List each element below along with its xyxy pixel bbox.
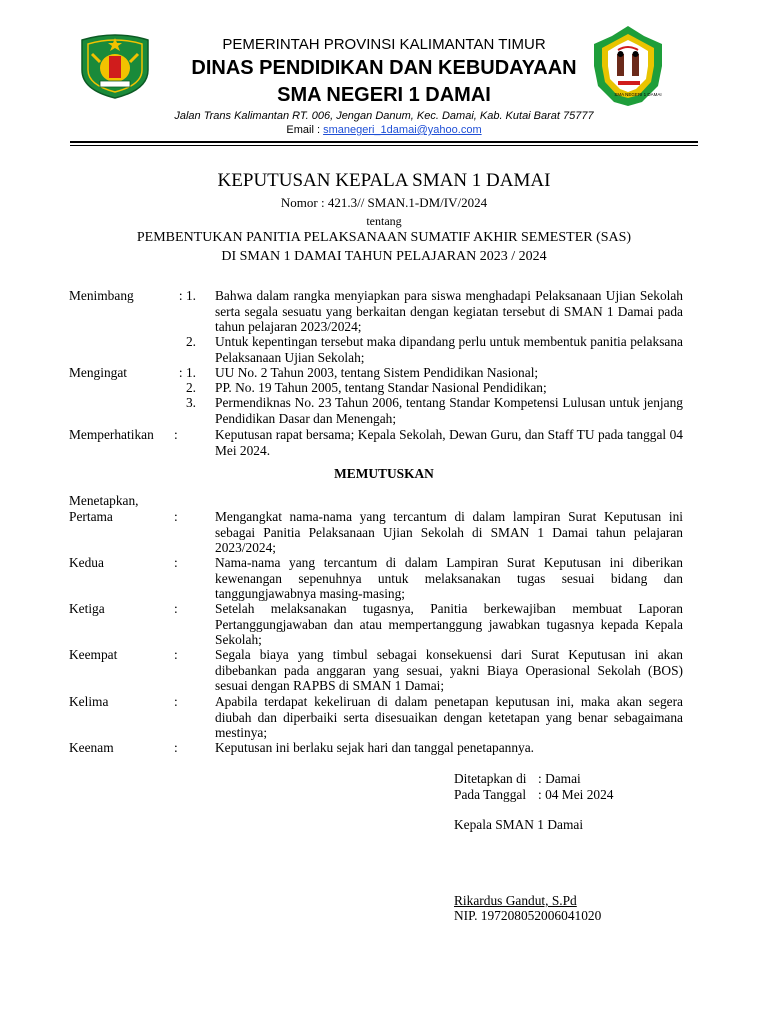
decision-text-pertama: Mengangkat nama-nama yang tercantum di dalam lampiran Surat Keputusan ini sebagai Panitia Pelaksanaan Ujian Sekolah di SMAN 1 Damai tahun pelajaran 2023/2024; [215,509,683,555]
decree-subject-line2: DI SMAN 1 DAMAI TAHUN PELAJARAN 2023 / 2024 [221,249,547,264]
mengingat-num-2: 2. [185,380,196,395]
memperhatikan-text: Keputusan rapat bersama; Kepala Sekolah, Dewan Guru, dan Staff TU pada tanggal 04 Mei 2024. [215,427,683,458]
decision-colon: : [174,694,178,709]
signature-place-value: : Damai [538,771,581,786]
signature-nip: NIP. 197208052006041020 [454,908,602,923]
mengingat-text-3: Permendiknas No. 23 Tahun 2006, tentang Standar Kompetensi Lulusan untuk jenjang Pendidikan Dasar dan Menengah; [215,395,683,426]
decision-text-kedua: Nama-nama yang tercantum di dalam Lampiran Surat Keputusan ini diberikan kewenangan sepenuhnya untuk melaksanakan tugas sesuai bidang dan tanggungjawabnya masing-masing; [215,555,683,601]
decision-label-pertama: Pertama [69,509,113,524]
signature-date-label: Pada Tanggal [454,787,527,802]
decision-label-ketiga: Ketiga [69,601,105,616]
letterhead-rule-thick [70,141,698,143]
memutuskan-heading: MEMUTUSKAN [334,466,434,481]
letterhead-agency: DINAS PENDIDIKAN DAN KEBUDAYAAN [191,57,577,79]
decision-colon: : [174,555,178,570]
signature-date-value: : 04 Mei 2024 [538,787,614,802]
signature-place-label: Ditetapkan di [454,771,527,786]
decree-title: KEPUTUSAN KEPALA SMAN 1 DAMAI [217,170,551,191]
menimbang-text-1: Bahwa dalam rangka menyiapkan para siswa menghadapi Pelaksanaan Ujian Sekolah serta segala sesuatu yang berkaitan dengan kegiatan tersebut di SMAN 1 Damai pada tahun pelajaran 2023/2024; [215,288,683,334]
memperhatikan-colon: : [174,427,178,442]
mengingat-label: Mengingat [69,365,128,380]
menimbang-label: Menimbang [69,288,134,303]
decision-text-keempat: Segala biaya yang timbul sebagai konsekuensi dari Surat Keputusan ini akan dibebankan pada anggaran yang sesuai, yakni Biaya Operasional Sekolah (BOS) sesuai dengan RAPBS di SMAN 1 Damai; [215,647,683,693]
menetapkan-label: Menetapkan, [69,493,139,508]
decision-label-keenam: Keenam [69,740,114,755]
letterhead-school-name: SMA NEGERI 1 DAMAI [277,84,491,106]
decision-text-kelima: Apabila terdapat kekeliruan di dalam penetapan keputusan ini, maka akan segera diubah dan diperbaiki serta disesuaikan dengan ketetapan yang benar sebagaimana mestinya; [215,694,683,740]
letterhead-government: PEMERINTAH PROVINSI KALIMANTAN TIMUR [222,36,546,53]
letterhead-rule-thin [70,145,698,146]
decision-colon: : [174,601,178,616]
mengingat-text-2: PP. No. 19 Tahun 2005, tentang Standar Nasional Pendidikan; [215,380,547,395]
decision-label-kelima: Kelima [69,694,109,709]
menimbang-text-2: Untuk kepentingan tersebut maka dipandang perlu untuk membentuk panitia pelaksana Pelaksanaan Ujian Sekolah; [215,334,683,365]
decision-colon: : [174,740,178,755]
mengingat-num-3: 3. [185,395,196,410]
mengingat-num-1: : 1. [178,365,196,380]
memperhatikan-label: Memperhatikan [69,427,154,442]
signature-position: Kepala SMAN 1 Damai [454,817,584,832]
decree-subject-line1: PEMBENTUKAN PANITIA PELAKSANAAN SUMATIF AKHIR SEMESTER (SAS) [136,230,632,245]
letterhead-email-line [0,124,768,136]
decision-colon: : [174,647,178,662]
decree-tentang: tentang [366,214,402,228]
menimbang-num-1: : 1. [178,288,196,303]
svg-text:SMA NEGERI 1 DAMAI: SMA NEGERI 1 DAMAI [614,92,662,97]
decree-number: Nomor : 421.3// SMAN.1-DM/IV/2024 [280,195,488,210]
mengingat-text-1: UU No. 2 Tahun 2003, tentang Sistem Pendidikan Nasional; [215,365,539,380]
decision-colon: : [174,509,178,524]
menimbang-num-2: 2. [185,334,196,349]
decision-label-kedua: Kedua [69,555,104,570]
email-label: Email : [286,124,324,136]
decision-text-keenam: Keputusan ini berlaku sejak hari dan tanggal penetapannya. [215,740,535,755]
decision-text-ketiga: Setelah melaksanakan tugasnya, Panitia berkewajiban membuat Laporan Pertanggungjawaban dan atau mempertanggung jawabkan tugasnya kepada Kepala Sekolah; [215,601,683,647]
decision-label-keempat: Keempat [69,647,118,662]
email-link[interactable]: smanegeri_1damai@yahoo.com [323,124,482,136]
signature-name: Rikardus Gandut, S.Pd [454,893,577,908]
letterhead-address: Jalan Trans Kalimantan RT. 006, Jengan Danum, Kec. Damai, Kab. Kutai Barat 75777 [174,110,594,122]
